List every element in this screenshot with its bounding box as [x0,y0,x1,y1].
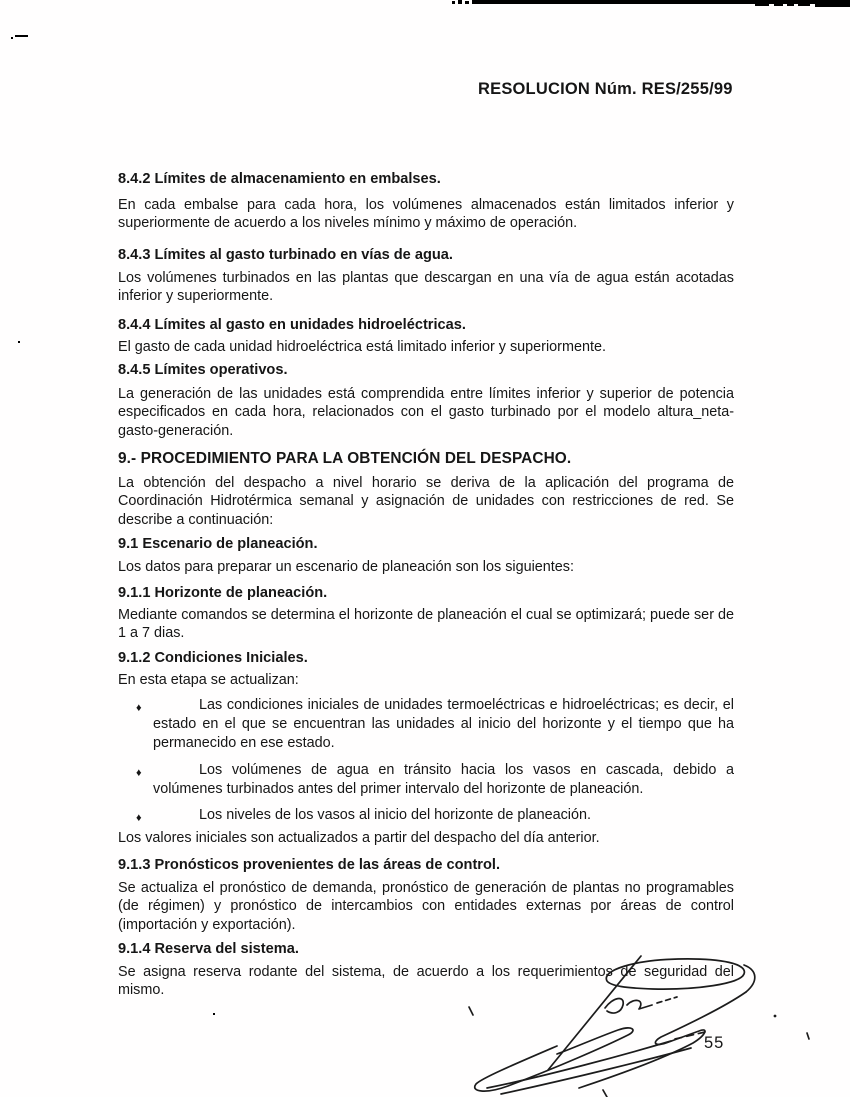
diamond-bullet-icon: ♦ [136,702,142,714]
section-heading-8-4-2: 8.4.2 Límites de almacenamiento en embalses. [118,171,441,187]
section-body-8-4-5: La generación de las unidades está comprendida entre límites inferior y superior de potencia especificados en cada hora, relacionados con el gasto turbinado por el modelo altura_neta-gasto-generación. [118,386,734,439]
scan-speck [465,1,469,4]
bullet-item-initial-conditions [136,696,734,753]
section-heading-9-1-1: 9.1.1 Horizonte de planeación. [118,585,328,601]
section-heading-8-4-5: 8.4.5 Límites operativos. [118,362,288,378]
section-heading-9-1: 9.1 Escenario de planeación. [118,536,318,552]
section-body-9-1-2: En esta etapa se actualizan: [118,672,299,688]
scan-speck [798,4,810,6]
bullet-item-reservoir-levels [136,806,734,825]
scan-speck [452,1,455,4]
bullet-text: Los volúmenes de agua en tránsito hacia los vasos en cascada, debido a volúmenes turbinados antes del primer intervalo del horizonte de planeación. [153,762,734,797]
section-footer-9-1-2: Los valores iniciales son actualizados a partir del despacho del día anterior. [118,830,600,846]
page-number: 55 [704,1034,725,1052]
signature-scrawl [455,945,825,1097]
document-title: RESOLUCION Núm. RES/255/99 [478,80,733,98]
section-heading-8-4-4: 8.4.4 Límites al gasto en unidades hidroeléctricas. [118,317,466,333]
scan-speck [18,341,20,343]
section-body-8-4-2: En cada embalse para cada hora, los volúmenes almacenados están limitados inferior y superiormente de acuerdo a los niveles mínimo y máximo de operación. [118,197,734,232]
scan-speck [787,4,794,6]
bullet-text: Los niveles de los vasos al inicio del horizonte de planeación. [199,807,591,823]
scan-speck [755,4,769,6]
scan-speck [815,0,850,7]
scan-speck [11,37,13,39]
section-heading-9: 9.- PROCEDIMIENTO PARA LA OBTENCIÓN DEL DESPACHO. [118,450,572,467]
scan-speck [458,0,462,4]
scan-speck [774,4,783,6]
section-heading-8-4-3: 8.4.3 Límites al gasto turbinado en vías de agua. [118,247,453,263]
scan-dash-top-left [15,35,28,37]
section-body-8-4-3: Los volúmenes turbinados en las plantas que descargan en una vía de agua están acotadas inferior y superiormente. [118,270,734,305]
section-heading-9-1-2: 9.1.2 Condiciones Iniciales. [118,650,308,666]
section-body-9: La obtención del despacho a nivel horario se deriva de la aplicación del programa de Coordinación Hidrotérmica semanal y asignación de unidades con restricciones de red. Se describe a continuación: [118,475,734,528]
diamond-bullet-icon: ♦ [136,812,142,824]
diamond-bullet-icon: ♦ [136,767,142,779]
section-body-9-1-1: Mediante comandos se determina el horizonte de planeación el cual se optimizará; puede ser de 1 a 7 dias. [118,607,734,642]
section-body-9-1: Los datos para preparar un escenario de planeación son los siguientes: [118,559,575,575]
bullet-text: Las condiciones iniciales de unidades termoeléctricas e hidroeléctricas; es decir, el estado en el que se encuentran las unidades al inicio del horizonte y el tiempo que ha permanecido en ese estado. [153,697,734,751]
section-body-9-1-4: Se asigna reserva rodante del sistema, de acuerdo a los requerimientos de seguridad del mismo. [118,964,734,999]
scan-speck [213,1013,215,1015]
section-body-8-4-4: El gasto de cada unidad hidroeléctrica está limitado inferior y superiormente. [118,339,606,355]
section-body-9-1-3: Se actualiza el pronóstico de demanda, pronóstico de generación de plantas no programables (de régimen) y pronóstico de intercambios con entidades externas por áreas de control (importación y exportación). [118,880,734,933]
section-heading-9-1-3: 9.1.3 Pronósticos provenientes de las áreas de control. [118,857,501,873]
bullet-item-water-volumes [136,761,734,799]
section-heading-9-1-4: 9.1.4 Reserva del sistema. [118,941,299,957]
